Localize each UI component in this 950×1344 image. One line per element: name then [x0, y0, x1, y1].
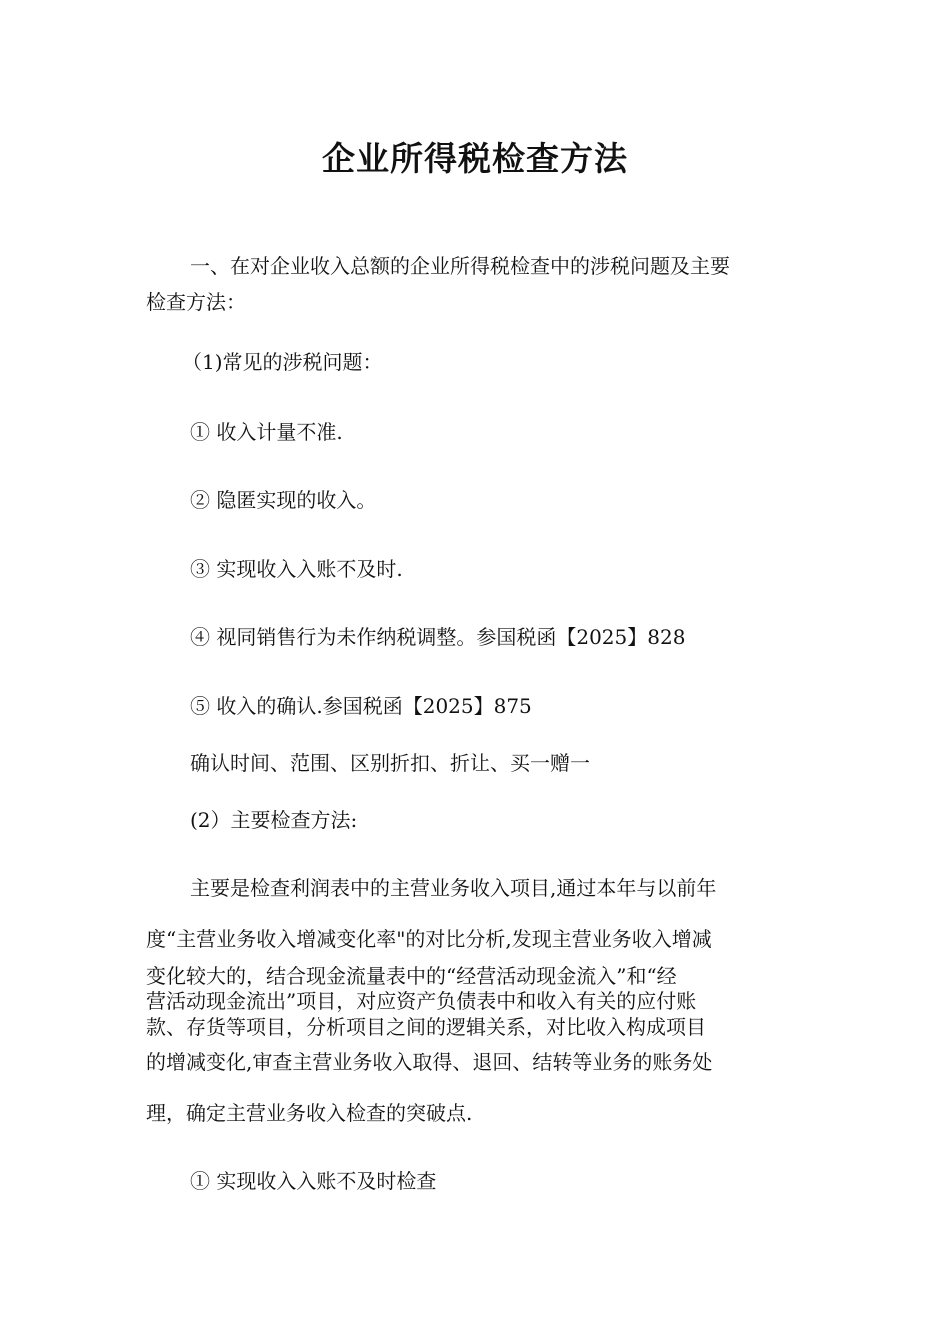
list-item: ① 收入计量不准. — [190, 420, 343, 444]
section-heading: (2）主要检查方法: — [190, 808, 358, 832]
paragraph-line: 营活动现金流出”项目，对应资产负债表中和收入有关的应付账 — [146, 989, 697, 1013]
list-item: ① 实现收入入账不及时检查 — [190, 1169, 437, 1193]
paragraph-line: 度“主营业务收入增减变化率"的对比分析,发现主营业务收入增减 — [146, 927, 712, 951]
list-item: ③ 实现收入入账不及时. — [190, 557, 403, 581]
paragraph-line: 检查方法： — [146, 290, 246, 314]
list-item: ⑤ 收入的确认.参国税函【2025】875 — [190, 694, 532, 718]
paragraph-line: 款、存货等项目，分析项目之间的逻辑关系，对比收入构成项目 — [146, 1015, 706, 1039]
section-heading: （1)常见的涉税问题： — [182, 350, 383, 374]
paragraph-line: 确认时间、范围、区别折扣、折让、买一赠一 — [190, 751, 590, 775]
paragraph-line: 变化较大的，结合现金流量表中的“经营活动现金流入”和“经 — [146, 964, 677, 988]
paragraph-line: 主要是检查利润表中的主营业务收入项目,通过本年与以前年 — [190, 876, 717, 900]
paragraph-line: 一、在对企业收入总额的企业所得税检查中的涉税问题及主要 — [190, 254, 730, 278]
list-item: ② 隐匿实现的收入。 — [190, 488, 377, 512]
paragraph-line: 理，确定主营业务收入检查的突破点. — [146, 1101, 473, 1125]
paragraph-line: 的增减变化,审查主营业务收入取得、退回、结转等业务的账务处 — [146, 1050, 713, 1074]
list-item: ④ 视同销售行为未作纳税调整。参国税函【2025】828 — [190, 625, 686, 649]
document-title: 企业所得税检查方法 — [322, 139, 628, 178]
